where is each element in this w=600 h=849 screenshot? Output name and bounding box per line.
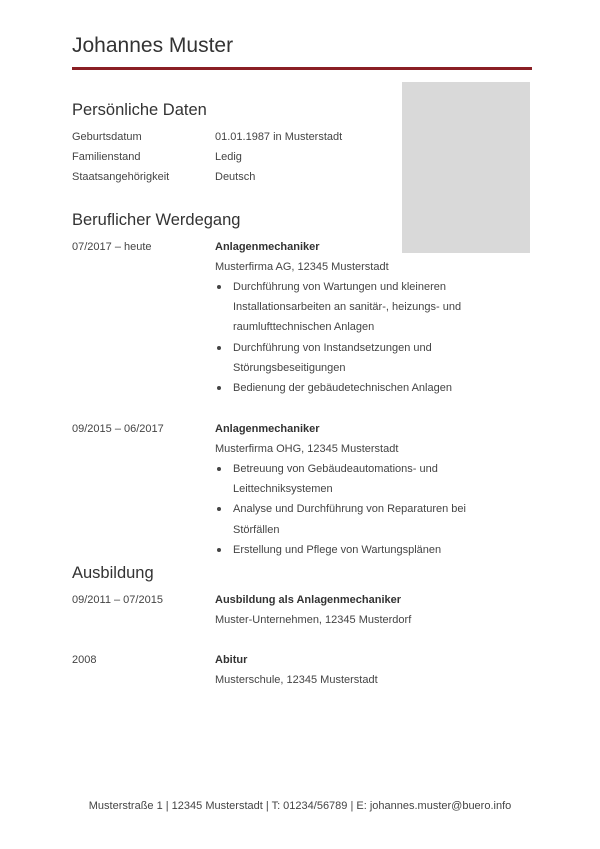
list-item: Betreuung von Gebäudeautomations- und Leittechniksystemen (215, 459, 515, 499)
education-institution: Muster-Unternehmen, 12345 Musterdorf (215, 614, 412, 626)
list-item: Analyse und Durchführung von Reparaturen bei Störfällen (215, 499, 515, 539)
header-divider (72, 67, 532, 70)
education-institution: Musterschule, 12345 Musterstadt (215, 674, 378, 686)
list-item: Durchführung von Wartungen und kleineren Installationsarbeiten an sanitär-, heizungs- und raumlufttechnischen Anlagen (215, 277, 515, 338)
education-title: Ausbildung als Anlagenmechaniker (215, 594, 402, 606)
personal-value-nationality: Deutsch (215, 171, 256, 183)
personal-label-birthdate: Geburtsdatum (72, 131, 142, 143)
career-period: 09/2015 – 06/2017 (72, 423, 164, 435)
section-title-education: Ausbildung (72, 564, 154, 582)
contact-footer: Musterstraße 1 | 12345 Musterstadt | T: 01234/56789 | E: johannes.muster@buero.info (88, 800, 512, 812)
photo-placeholder (402, 82, 530, 253)
section-title-personal: Persönliche Daten (72, 101, 207, 119)
education-period: 2008 (72, 654, 97, 666)
career-duties-list (215, 277, 515, 398)
personal-value-birthdate: 01.01.1987 in Musterstadt (215, 131, 343, 143)
section-title-career: Beruflicher Werdegang (72, 211, 241, 229)
career-role: Anlagenmechaniker (215, 423, 320, 435)
personal-label-nationality: Staatsangehörigkeit (72, 171, 170, 183)
career-company: Musterfirma AG, 12345 Musterstadt (215, 261, 389, 273)
career-duties-list (215, 459, 515, 560)
career-company: Musterfirma OHG, 12345 Musterstadt (215, 443, 399, 455)
education-title: Abitur (215, 654, 248, 666)
career-role: Anlagenmechaniker (215, 241, 320, 253)
personal-label-marital-status: Familienstand (72, 151, 141, 163)
personal-value-marital-status: Ledig (215, 151, 242, 163)
education-period: 09/2011 – 07/2015 (72, 594, 163, 606)
career-period: 07/2017 – heute (72, 241, 152, 253)
list-item: Erstellung und Pflege von Wartungsplänen (215, 540, 515, 560)
list-item: Durchführung von Instandsetzungen und Störungsbeseitigungen (215, 338, 515, 378)
list-item: Bedienung der gebäudetechnischen Anlagen (215, 378, 515, 398)
applicant-name: Johannes Muster (72, 34, 234, 57)
